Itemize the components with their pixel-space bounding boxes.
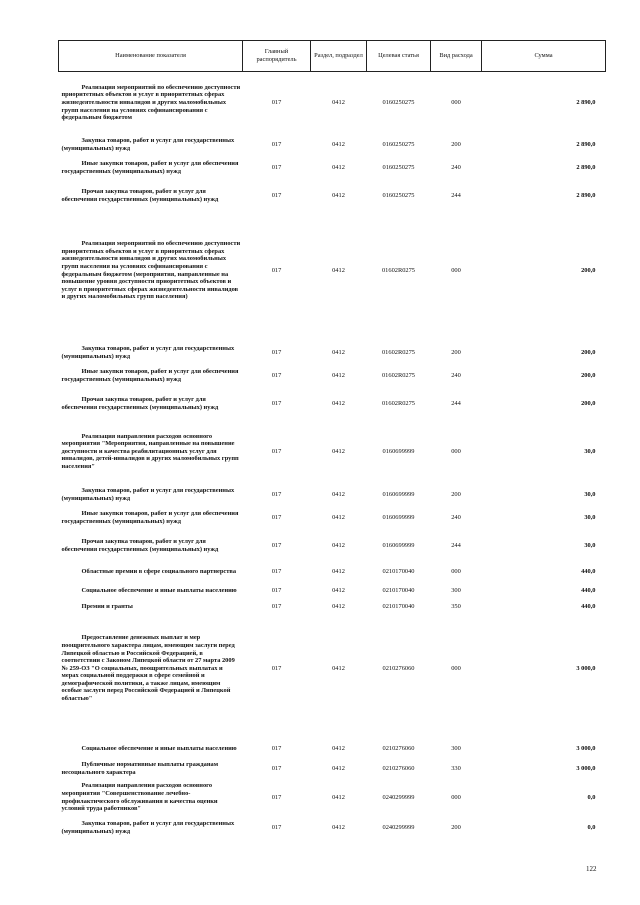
table-row	[59, 778, 606, 818]
row-name: Иные закупки товаров, работ и услуг для обеспечения государственных (муниципальных) нужд	[61, 367, 239, 383]
row-name: Закупка товаров, работ и услуг для государственных (муниципальных) нужд	[61, 819, 235, 835]
row-expense-type: 244	[451, 191, 461, 199]
row-sum: 2 890,0	[576, 191, 596, 199]
row-expense-type: 200	[451, 140, 461, 148]
table-body	[59, 72, 606, 838]
row-section: 0412	[332, 163, 345, 171]
row-section: 0412	[332, 140, 345, 148]
row-target-article: 01602R0275	[381, 348, 416, 356]
table-row	[59, 364, 606, 388]
row-expense-type: 300	[451, 586, 461, 594]
row-expense-type: 244	[451, 399, 461, 407]
row-target-article: 0160250275	[382, 140, 415, 148]
row-main-manager: 017	[271, 513, 282, 521]
row-expense-type: 000	[451, 664, 461, 672]
row-sum: 2 890,0	[576, 163, 596, 171]
row-main-manager: 017	[271, 567, 282, 575]
row-expense-type: 240	[451, 371, 461, 379]
row-name: Реализация мероприятий по обеспечению доступности приоритетных объектов и услуг в приоритетных сферах жизнедеятельности инвалидов и других маломобильных групп населения на условиях софинансирования с федеральным бюджетом	[61, 83, 241, 122]
row-target-article: 0240299999	[382, 793, 415, 801]
row-expense-type: 200	[451, 823, 461, 831]
row-section: 0412	[332, 191, 345, 199]
table-row	[59, 760, 606, 778]
row-name: Публичные нормативные выплаты гражданам несоциального характера	[61, 760, 219, 776]
row-main-manager: 017	[271, 541, 282, 549]
row-main-manager: 017	[271, 764, 282, 772]
row-main-manager: 017	[271, 823, 282, 831]
row-section: 0412	[332, 513, 345, 521]
table-row	[59, 530, 606, 562]
row-name: Иные закупки товаров, работ и услуг для обеспечения государственных (муниципальных) нужд	[61, 159, 239, 175]
row-sum: 0,0	[587, 793, 596, 801]
header-name: Наименование показателя	[59, 41, 243, 72]
header-expense-type: Вид расхода	[431, 41, 482, 72]
row-main-manager: 017	[271, 163, 282, 171]
header-section: Раздел, подраздел	[311, 41, 367, 72]
row-section: 0412	[332, 371, 345, 379]
table-row	[59, 72, 606, 134]
table-row	[59, 342, 606, 364]
table-row	[59, 212, 606, 330]
row-target-article: 0160699999	[382, 541, 415, 549]
table-row	[59, 388, 606, 420]
row-main-manager: 017	[271, 191, 282, 199]
row-expense-type: 240	[451, 163, 461, 171]
budget-table	[58, 40, 606, 838]
row-expense-type: 240	[451, 513, 461, 521]
row-name: Премии и гранты	[81, 602, 133, 610]
header-target-article: Целевая статья	[367, 41, 431, 72]
row-main-manager: 017	[271, 371, 282, 379]
table-row	[59, 614, 606, 724]
row-target-article: 0160699999	[382, 490, 415, 498]
row-section: 0412	[332, 793, 345, 801]
row-target-article: 0210276060	[382, 764, 415, 772]
row-target-article: 0160250275	[382, 191, 415, 199]
row-sum: 200,0	[581, 266, 596, 274]
row-name: Иные закупки товаров, работ и услуг для обеспечения государственных (муниципальных) нужд	[61, 509, 239, 525]
row-section: 0412	[332, 541, 345, 549]
row-sum: 30,0	[584, 490, 596, 498]
row-name: Прочая закупка товаров, работ и услуг для обеспечения государственных (муниципальных) нужд	[61, 187, 219, 203]
table-row	[59, 600, 606, 614]
row-main-manager: 017	[271, 140, 282, 148]
row-target-article: 0240299999	[382, 823, 415, 831]
row-target-article: 0210170040	[382, 567, 415, 575]
row-expense-type: 244	[451, 541, 461, 549]
row-main-manager: 017	[271, 399, 282, 407]
row-main-manager: 017	[271, 744, 282, 752]
row-section: 0412	[332, 447, 345, 455]
table-row	[59, 134, 606, 156]
row-target-article: 0210276060	[382, 664, 415, 672]
row-name: Прочая закупка товаров, работ и услуг для обеспечения государственных (муниципальных) нужд	[61, 537, 219, 553]
row-spacer	[59, 330, 606, 342]
row-target-article: 0160699999	[382, 513, 415, 521]
row-target-article: 0160250275	[382, 98, 415, 106]
row-name: Реализация направления расходов основного мероприятия "Совершенствование лечебно-профилактического обслуживания и качества оценки условий труда работников"	[61, 782, 218, 813]
row-target-article: 0210170040	[382, 602, 415, 610]
row-expense-type: 000	[451, 98, 461, 106]
row-name: Закупка товаров, работ и услуг для государственных (муниципальных) нужд	[61, 136, 235, 152]
row-expense-type: 300	[451, 744, 461, 752]
table-header-row	[59, 41, 606, 72]
row-section: 0412	[332, 744, 345, 752]
table-row	[59, 506, 606, 530]
row-main-manager: 017	[271, 490, 282, 498]
table-row	[59, 738, 606, 760]
row-target-article: 01602R0275	[381, 399, 416, 407]
row-section: 0412	[332, 823, 345, 831]
row-target-article: 0160699999	[382, 447, 415, 455]
table-row	[59, 484, 606, 506]
row-name: Закупка товаров, работ и услуг для государственных (муниципальных) нужд	[61, 344, 235, 360]
row-sum: 440,0	[581, 602, 596, 610]
row-name: Реализация мероприятий по обеспечению доступности приоритетных объектов и услуг в приоритетных сферах жизнедеятельности инвалидов и других маломобильных групп населения на условиях софинансирования с федеральным бюджетом (мероприятия, направленные на повышение уровня доступности приоритетных объектов и услуг в приоритетных сферах жизнедеятельности инвалидов и других маломобильных групп населения)	[61, 240, 241, 301]
row-main-manager: 017	[271, 266, 282, 274]
row-expense-type: 350	[451, 602, 461, 610]
row-target-article: 0160250275	[382, 163, 415, 171]
row-section: 0412	[332, 567, 345, 575]
table-row	[59, 180, 606, 212]
row-sum: 440,0	[581, 586, 596, 594]
row-sum: 440,0	[581, 567, 596, 575]
row-main-manager: 017	[271, 586, 282, 594]
row-sum: 2 890,0	[576, 140, 596, 148]
row-expense-type: 000	[451, 567, 461, 575]
row-expense-type: 200	[451, 490, 461, 498]
row-expense-type: 330	[451, 764, 461, 772]
row-sum: 30,0	[584, 541, 596, 549]
row-sum: 30,0	[584, 447, 596, 455]
row-name: Предоставление денежных выплат и мер поощрительного характера лицам, имеющим заслуги перед Липецкой областью и Российской Федерацией, в соответствии с Законом Липецкой области от 27 марта 2009 № 259-ОЗ "О социальных, поощрительных выплатах и мерах социальной поддержки в сфере семейной и демографической политики, а также лицам, имеющим особые заслуги перед Российской Федерацией и Липецкой областью"	[61, 634, 235, 703]
row-name: Областные премии в сфере социального партнерства	[81, 567, 237, 575]
row-target-article: 01602R0275	[381, 266, 416, 274]
table-row	[59, 818, 606, 838]
row-target-article: 0210276060	[382, 744, 415, 752]
row-name: Прочая закупка товаров, работ и услуг для обеспечения государственных (муниципальных) нужд	[61, 395, 219, 411]
row-section: 0412	[332, 602, 345, 610]
row-sum: 0,0	[587, 823, 596, 831]
row-main-manager: 017	[271, 793, 282, 801]
row-target-article: 0210170040	[382, 586, 415, 594]
row-section: 0412	[332, 98, 345, 106]
row-sum: 200,0	[581, 399, 596, 407]
table-row	[59, 582, 606, 600]
row-target-article: 01602R0275	[381, 371, 416, 379]
header-main-manager: Главный распорядитель	[243, 41, 311, 72]
table-row	[59, 156, 606, 180]
row-section: 0412	[332, 586, 345, 594]
row-main-manager: 017	[271, 98, 282, 106]
row-section: 0412	[332, 490, 345, 498]
row-name: Социальное обеспечение и иные выплаты населению	[81, 586, 237, 594]
row-section: 0412	[332, 266, 345, 274]
header-sum: Сумма	[482, 41, 606, 72]
row-spacer	[59, 724, 606, 738]
row-name: Закупка товаров, работ и услуг для государственных (муниципальных) нужд	[61, 486, 235, 502]
row-main-manager: 017	[271, 447, 282, 455]
row-expense-type: 000	[451, 447, 461, 455]
budget-table-sheet	[58, 40, 605, 838]
row-section: 0412	[332, 664, 345, 672]
row-expense-type: 200	[451, 348, 461, 356]
row-main-manager: 017	[271, 602, 282, 610]
row-name: Социальное обеспечение и иные выплаты населению	[81, 744, 237, 752]
row-sum: 30,0	[584, 513, 596, 521]
row-expense-type: 000	[451, 793, 461, 801]
row-main-manager: 017	[271, 348, 282, 356]
row-main-manager: 017	[271, 664, 282, 672]
page-number: 122	[586, 865, 597, 873]
row-sum: 3 000,0	[576, 744, 596, 752]
row-section: 0412	[332, 348, 345, 356]
table-row	[59, 562, 606, 582]
row-sum: 200,0	[581, 371, 596, 379]
row-sum: 2 890,0	[576, 98, 596, 106]
row-name: Реализация направления расходов основного мероприятия "Мероприятия, направленные на повышение доступности и качества реабилитационных услуг для инвалидов, детей-инвалидов и других маломобильных групп населения"	[61, 432, 239, 470]
row-sum: 200,0	[581, 348, 596, 356]
row-section: 0412	[332, 399, 345, 407]
row-expense-type: 000	[451, 266, 461, 274]
row-section: 0412	[332, 764, 345, 772]
table-row	[59, 420, 606, 484]
row-sum: 3 000,0	[576, 664, 596, 672]
row-sum: 3 000,0	[576, 764, 596, 772]
